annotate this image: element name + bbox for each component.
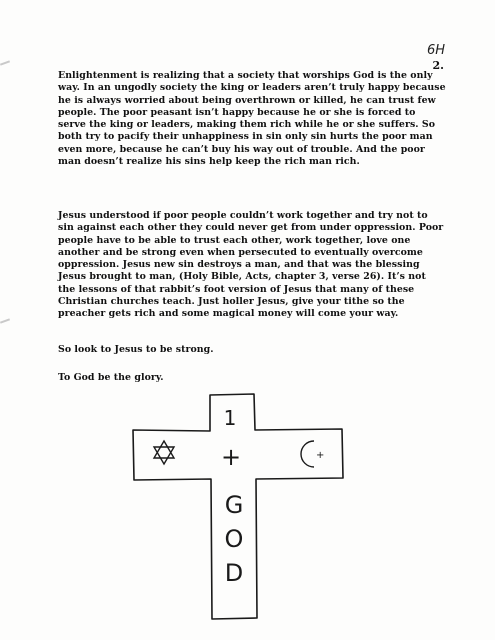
cross-letter-g: G (224, 491, 244, 519)
margin-mark (0, 318, 10, 323)
star-of-david-icon (154, 441, 174, 464)
crescent-star-icon (301, 441, 324, 467)
paragraph-enlightenment: Enlightenment is realizing that a society that worships God is the only way. In an ungodly society the king or leaders aren’t truly happy because he is always worried about being overthrown or killed, he can trust few people. The poor peasant isn’t happy because he or she is forced to serve the king or leaders, making them rich while he or she suffers. So both try to pacify their unhappiness in sin only sin hurts the poor man even more, because he can’t buy his way out of trouble. And the poor man doesn’t realize his sins help keep the rich man rich. (58, 70, 446, 168)
paragraph-jesus-understood: Jesus understood if poor people couldn’t work together and try not to sin against each other they could never get from under oppression. Poor people have to be able to trust each other, work together, love one another and be strong even when persecuted to eventually overcome oppression. Jesus new sin destroys a man, and that was the blessing Jesus brought to man, (Holy Bible, Acts, chapter 3, verse 26). It’s not the lessons of that rabbit’s foot version of Jesus that many of these Christian churches teach. Just holler Jesus, give your tithe so the preacher gets rich and some magical money will come your way. (58, 210, 444, 320)
paragraph-glory: To God be the glory. (58, 372, 164, 383)
margin-mark (0, 60, 10, 65)
svg-text:+: + (316, 450, 325, 461)
cross-top-number: 1 (223, 406, 237, 430)
paragraph-look-to-jesus: So look to Jesus to be strong. (58, 344, 214, 355)
cross-center-symbol: + (220, 443, 242, 471)
cross-letter-o: O (224, 525, 244, 553)
cross-letter-d: D (224, 559, 244, 587)
page-number: 2. (432, 59, 444, 72)
handwritten-page-mark: 6H (426, 43, 445, 58)
cross-drawing (128, 385, 348, 625)
